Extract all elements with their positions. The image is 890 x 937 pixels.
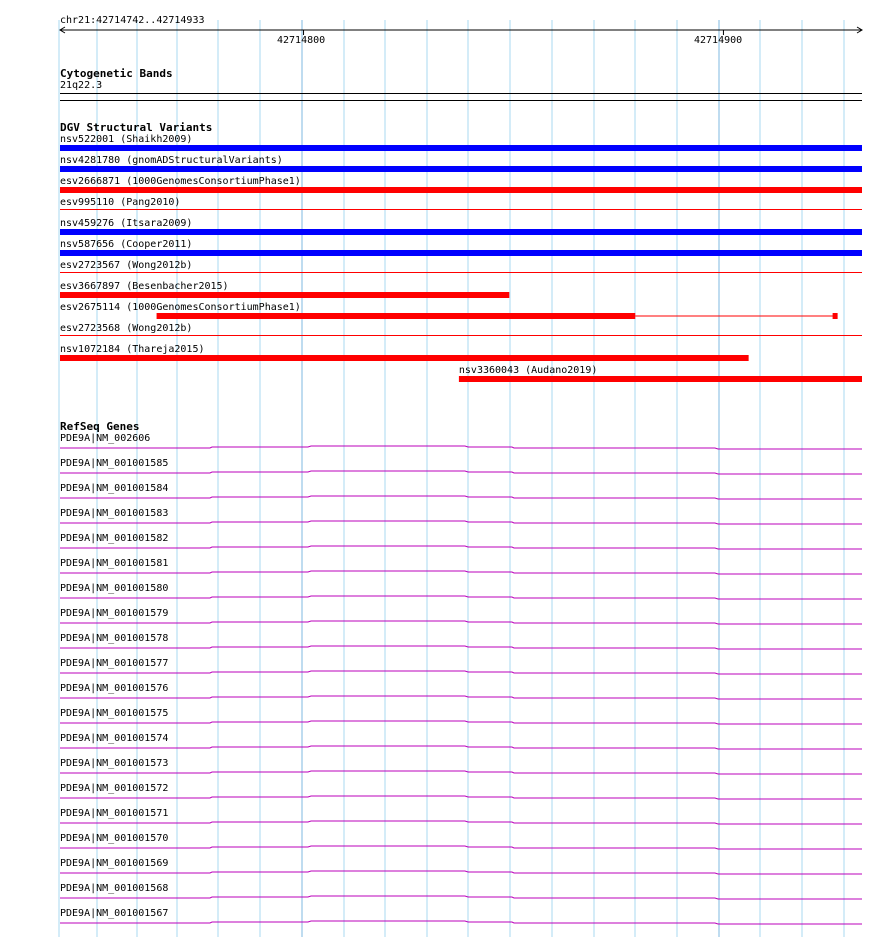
dgv-feature-label[interactable]: nsv459276 (Itsara2009)	[60, 218, 193, 229]
ruler-tick-label-2: 42714900	[694, 35, 743, 46]
refseq-gene-line	[60, 446, 862, 449]
dgv-feature-bar	[60, 292, 509, 298]
dgv-feature-bar	[60, 166, 862, 172]
refseq-gene-line	[60, 671, 862, 674]
refseq-gene-label[interactable]: PDE9A|NM_001001570	[60, 833, 169, 844]
refseq-gene-line	[60, 471, 862, 474]
cytoband-label: 21q22.3	[60, 80, 103, 91]
refseq-gene-line	[60, 571, 862, 574]
dgv-feature-label[interactable]: nsv4281780 (gnomADStructuralVariants)	[60, 155, 283, 166]
dgv-feature-label[interactable]: nsv522001 (Shaikh2009)	[60, 134, 193, 145]
refseq-gene-label[interactable]: PDE9A|NM_001001576	[60, 683, 169, 694]
refseq-gene-label[interactable]: PDE9A|NM_001001574	[60, 733, 169, 744]
dgv-feature-bar	[60, 145, 862, 151]
refseq-gene-line	[60, 696, 862, 699]
refseq-gene-label[interactable]: PDE9A|NM_001001577	[60, 658, 169, 669]
dgv-feature-bar	[60, 187, 862, 193]
refseq-gene-line	[60, 796, 862, 799]
refseq-gene-label[interactable]: PDE9A|NM_001001568	[60, 883, 169, 894]
refseq-gene-label[interactable]: PDE9A|NM_001001572	[60, 783, 169, 794]
refseq-gene-line	[60, 546, 862, 549]
refseq-gene-label[interactable]: PDE9A|NM_001001585	[60, 458, 169, 469]
refseq-gene-line	[60, 646, 862, 649]
refseq-gene-label[interactable]: PDE9A|NM_001001584	[60, 483, 169, 494]
refseq-gene-label[interactable]: PDE9A|NM_001001578	[60, 633, 169, 644]
refseq-gene-line	[60, 896, 862, 899]
dgv-feature-label[interactable]: esv2723567 (Wong2012b)	[60, 260, 193, 271]
ruler-tick-label-1: 42714800	[277, 35, 326, 46]
refseq-gene-label[interactable]: PDE9A|NM_002606	[60, 433, 151, 444]
refseq-gene-label[interactable]: PDE9A|NM_001001581	[60, 558, 169, 569]
dgv-feature-bar	[60, 355, 749, 361]
refseq-gene-line	[60, 721, 862, 724]
dgv-feature-label[interactable]: nsv1072184 (Thareja2015)	[60, 344, 205, 355]
refseq-gene-label[interactable]: PDE9A|NM_001001575	[60, 708, 169, 719]
refseq-gene-line	[60, 496, 862, 499]
refseq-gene-label[interactable]: PDE9A|NM_001001573	[60, 758, 169, 769]
dgv-feature-bar	[60, 250, 862, 256]
dgv-feature-label[interactable]: esv2723568 (Wong2012b)	[60, 323, 193, 334]
refseq-gene-line	[60, 596, 862, 599]
dgv-feature-label[interactable]: nsv3360043 (Audano2019)	[458, 365, 598, 376]
refseq-gene-label[interactable]: PDE9A|NM_001001580	[60, 583, 169, 594]
refseq-gene-label[interactable]: PDE9A|NM_001001571	[60, 808, 169, 819]
refseq-gene-line	[60, 846, 862, 849]
refseq-gene-line	[60, 746, 862, 749]
dgv-feature-label[interactable]: esv3667897 (Besenbacher2015)	[60, 281, 229, 292]
refseq-gene-label[interactable]: PDE9A|NM_001001583	[60, 508, 169, 519]
location-label: chr21:42714742..42714933	[60, 15, 205, 26]
refseq-track-title[interactable]: RefSeq Genes	[60, 420, 140, 433]
dgv-track-title[interactable]: DGV Structural Variants	[60, 121, 213, 134]
refseq-gene-label[interactable]: PDE9A|NM_001001567	[60, 908, 169, 919]
refseq-gene-line	[60, 621, 862, 624]
refseq-gene-label[interactable]: PDE9A|NM_001001582	[60, 533, 169, 544]
cytoband-track-title[interactable]: Cytogenetic Bands	[60, 67, 173, 80]
refseq-gene-line	[60, 771, 862, 774]
dgv-feature-label[interactable]: esv2675114 (1000GenomesConsortiumPhase1)	[60, 302, 301, 313]
refseq-gene-label[interactable]: PDE9A|NM_001001569	[60, 858, 169, 869]
dgv-feature-bar	[157, 313, 636, 319]
dgv-feature-block	[833, 313, 838, 319]
dgv-feature-bar	[459, 376, 862, 382]
dgv-feature-label[interactable]: nsv587656 (Cooper2011)	[60, 239, 193, 250]
refseq-gene-line	[60, 821, 862, 824]
refseq-gene-line	[60, 921, 862, 924]
refseq-gene-line	[60, 521, 862, 524]
dgv-feature-label[interactable]: esv2666871 (1000GenomesConsortiumPhase1)	[60, 176, 301, 187]
dgv-feature-label[interactable]: esv995110 (Pang2010)	[60, 197, 181, 208]
refseq-gene-line	[60, 871, 862, 874]
refseq-gene-label[interactable]: PDE9A|NM_001001579	[60, 608, 169, 619]
dgv-feature-bar	[60, 229, 862, 235]
